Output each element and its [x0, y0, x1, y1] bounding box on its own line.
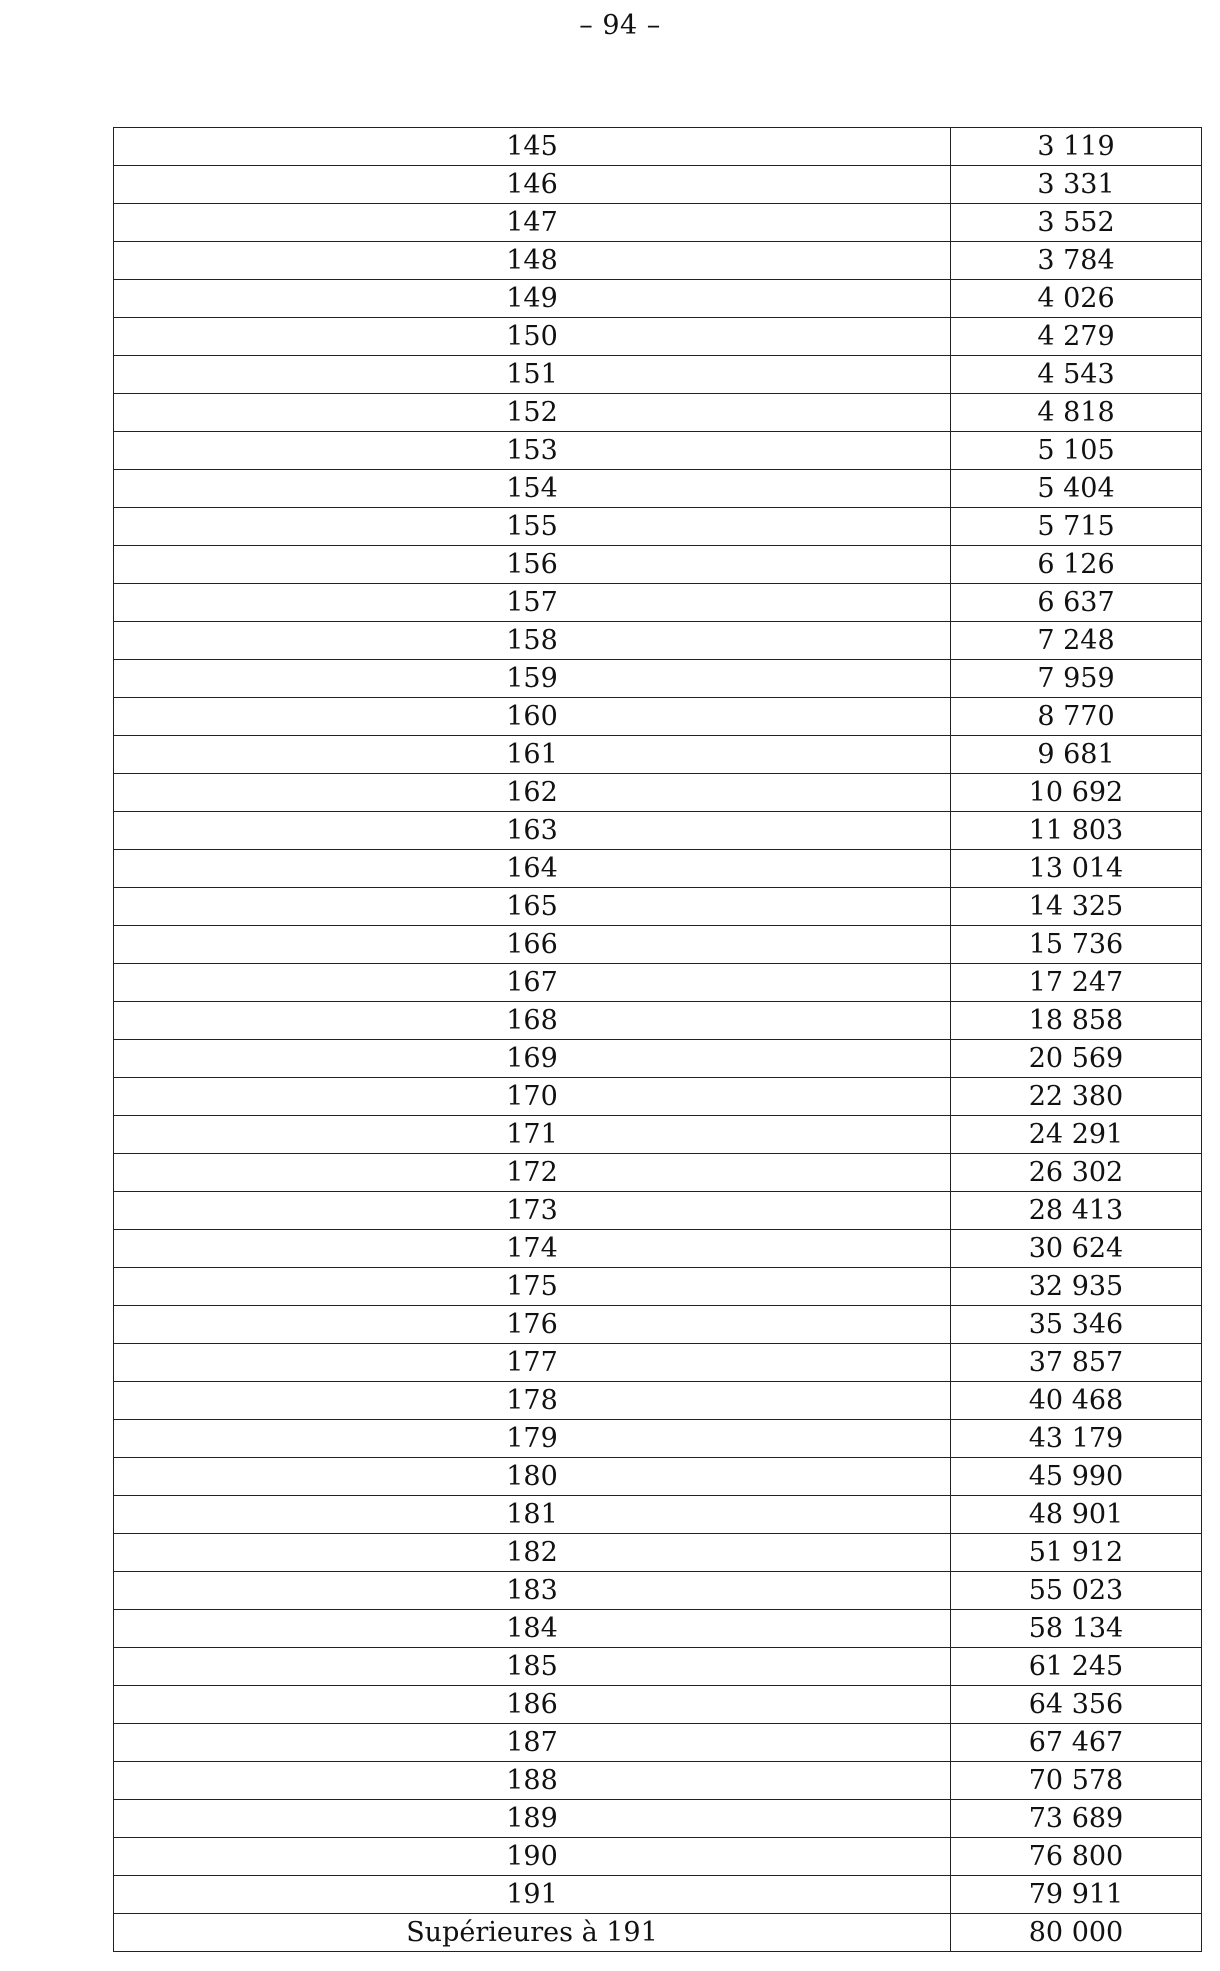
table-cell-key: 165: [114, 888, 951, 926]
table-cell-value: 22 380: [951, 1078, 1202, 1116]
table-row: [114, 1458, 1202, 1496]
table-cell-value: 48 901: [951, 1496, 1202, 1534]
table-cell-key: Supérieures à 191: [114, 1914, 951, 1952]
table-cell-key: 177: [114, 1344, 951, 1382]
table-row: [114, 1420, 1202, 1458]
table-cell-key: 189: [114, 1800, 951, 1838]
table-cell-key: 170: [114, 1078, 951, 1116]
table-row: [114, 1268, 1202, 1306]
table-cell-value: 9 681: [951, 736, 1202, 774]
table-cell-value: 24 291: [951, 1116, 1202, 1154]
table-cell-key: 191: [114, 1876, 951, 1914]
table-row: [114, 926, 1202, 964]
table-row: [114, 1192, 1202, 1230]
table-cell-value: 3 784: [951, 242, 1202, 280]
table-cell-key: 156: [114, 546, 951, 584]
table-cell-key: 147: [114, 204, 951, 242]
table-row: [114, 356, 1202, 394]
table-cell-value: 11 803: [951, 812, 1202, 850]
table-cell-value: 3 331: [951, 166, 1202, 204]
table-cell-key: 181: [114, 1496, 951, 1534]
table-cell-value: 5 404: [951, 470, 1202, 508]
table-cell-value: 70 578: [951, 1762, 1202, 1800]
table-cell-value: 3 552: [951, 204, 1202, 242]
table-cell-key: 145: [114, 128, 951, 166]
table-cell-value: 32 935: [951, 1268, 1202, 1306]
table-cell-key: 179: [114, 1420, 951, 1458]
table-row: [114, 1230, 1202, 1268]
table-cell-value: 15 736: [951, 926, 1202, 964]
table-cell-key: 167: [114, 964, 951, 1002]
table-cell-key: 155: [114, 508, 951, 546]
table-cell-key: 148: [114, 242, 951, 280]
table-cell-key: 153: [114, 432, 951, 470]
table-cell-value: 4 279: [951, 318, 1202, 356]
table-cell-key: 158: [114, 622, 951, 660]
table-row: [114, 1724, 1202, 1762]
table-cell-value: 40 468: [951, 1382, 1202, 1420]
table-cell-key: 186: [114, 1686, 951, 1724]
table-cell-value: 4 818: [951, 394, 1202, 432]
table-row: [114, 736, 1202, 774]
table-cell-key: 187: [114, 1724, 951, 1762]
table-cell-key: 164: [114, 850, 951, 888]
table-row: [114, 1344, 1202, 1382]
table-cell-key: 162: [114, 774, 951, 812]
table-cell-key: 175: [114, 1268, 951, 1306]
table-row: [114, 546, 1202, 584]
table-cell-value: 35 346: [951, 1306, 1202, 1344]
table-cell-value: 18 858: [951, 1002, 1202, 1040]
table-cell-value: 5 715: [951, 508, 1202, 546]
table-row: [114, 622, 1202, 660]
table-cell-value: 8 770: [951, 698, 1202, 736]
page-number: – 94 –: [579, 10, 661, 41]
table-cell-key: 169: [114, 1040, 951, 1078]
table-row: [114, 166, 1202, 204]
table-row: [114, 1534, 1202, 1572]
table-cell-key: 173: [114, 1192, 951, 1230]
table-cell-key: 176: [114, 1306, 951, 1344]
table-row: [114, 1876, 1202, 1914]
table-row: [114, 1648, 1202, 1686]
table-cell-key: 171: [114, 1116, 951, 1154]
data-table-container: [113, 127, 1201, 1952]
table-cell-value: 51 912: [951, 1534, 1202, 1572]
table-cell-key: 178: [114, 1382, 951, 1420]
table-row: [114, 1610, 1202, 1648]
table-cell-key: 188: [114, 1762, 951, 1800]
table-row: [114, 318, 1202, 356]
table-cell-value: 80 000: [951, 1914, 1202, 1952]
table-cell-key: 185: [114, 1648, 951, 1686]
table-row: [114, 1800, 1202, 1838]
table-row: [114, 280, 1202, 318]
table-cell-value: 55 023: [951, 1572, 1202, 1610]
table-row: [114, 964, 1202, 1002]
table-cell-value: 6 637: [951, 584, 1202, 622]
table-cell-value: 45 990: [951, 1458, 1202, 1496]
table-cell-value: 13 014: [951, 850, 1202, 888]
table-row: [114, 888, 1202, 926]
table-row: [114, 1078, 1202, 1116]
table-row: [114, 1002, 1202, 1040]
table-cell-key: 154: [114, 470, 951, 508]
table-cell-value: 20 569: [951, 1040, 1202, 1078]
table-cell-value: 7 959: [951, 660, 1202, 698]
table-row: [114, 1762, 1202, 1800]
table-cell-key: 183: [114, 1572, 951, 1610]
table-row: [114, 128, 1202, 166]
table-cell-value: 30 624: [951, 1230, 1202, 1268]
table-cell-key: 159: [114, 660, 951, 698]
table-row: [114, 1040, 1202, 1078]
table-row: [114, 1572, 1202, 1610]
table-row: [114, 584, 1202, 622]
table-row: [114, 1382, 1202, 1420]
table-row: [114, 850, 1202, 888]
table-cell-value: 14 325: [951, 888, 1202, 926]
table-cell-value: 6 126: [951, 546, 1202, 584]
table-cell-value: 4 543: [951, 356, 1202, 394]
table-cell-key: 166: [114, 926, 951, 964]
table-row: [114, 1496, 1202, 1534]
table-cell-key: 161: [114, 736, 951, 774]
table-row: [114, 1838, 1202, 1876]
table-cell-key: 150: [114, 318, 951, 356]
table-cell-value: 4 026: [951, 280, 1202, 318]
table-cell-key: 182: [114, 1534, 951, 1572]
table-row: [114, 1154, 1202, 1192]
data-table: [113, 127, 1202, 1952]
table-cell-key: 180: [114, 1458, 951, 1496]
table-row: [114, 812, 1202, 850]
table-cell-value: 5 105: [951, 432, 1202, 470]
table-cell-value: 17 247: [951, 964, 1202, 1002]
table-row: [114, 660, 1202, 698]
table-row: [114, 1306, 1202, 1344]
table-cell-key: 172: [114, 1154, 951, 1192]
table-cell-value: 58 134: [951, 1610, 1202, 1648]
table-cell-value: 3 119: [951, 128, 1202, 166]
table-cell-key: 168: [114, 1002, 951, 1040]
table-cell-key: 152: [114, 394, 951, 432]
table-cell-value: 61 245: [951, 1648, 1202, 1686]
table-row: [114, 1116, 1202, 1154]
table-row: [114, 432, 1202, 470]
table-row: [114, 470, 1202, 508]
table-row: [114, 508, 1202, 546]
table-row: [114, 1686, 1202, 1724]
table-row: [114, 1914, 1202, 1952]
table-cell-value: 76 800: [951, 1838, 1202, 1876]
table-cell-value: 26 302: [951, 1154, 1202, 1192]
table-cell-key: 157: [114, 584, 951, 622]
table-row: [114, 774, 1202, 812]
table-cell-value: 28 413: [951, 1192, 1202, 1230]
table-cell-value: 7 248: [951, 622, 1202, 660]
table-cell-value: 67 467: [951, 1724, 1202, 1762]
table-cell-key: 190: [114, 1838, 951, 1876]
table-cell-value: 10 692: [951, 774, 1202, 812]
table-row: [114, 204, 1202, 242]
table-cell-value: 73 689: [951, 1800, 1202, 1838]
table-cell-value: 64 356: [951, 1686, 1202, 1724]
table-cell-value: 43 179: [951, 1420, 1202, 1458]
table-row: [114, 394, 1202, 432]
table-cell-key: 146: [114, 166, 951, 204]
table-body: [114, 128, 1202, 1952]
table-cell-key: 184: [114, 1610, 951, 1648]
table-cell-key: 174: [114, 1230, 951, 1268]
table-cell-key: 160: [114, 698, 951, 736]
table-cell-value: 79 911: [951, 1876, 1202, 1914]
table-row: [114, 698, 1202, 736]
table-row: [114, 242, 1202, 280]
table-cell-key: 163: [114, 812, 951, 850]
table-cell-value: 37 857: [951, 1344, 1202, 1382]
table-cell-key: 151: [114, 356, 951, 394]
table-cell-key: 149: [114, 280, 951, 318]
